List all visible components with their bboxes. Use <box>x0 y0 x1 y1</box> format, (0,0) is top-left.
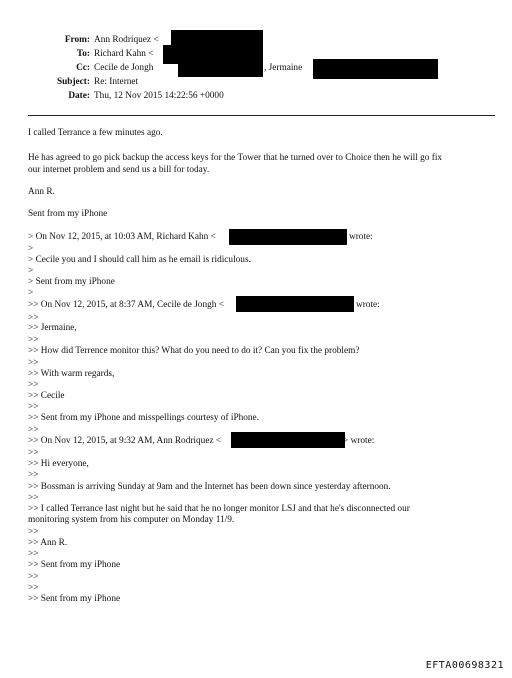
signature: Ann R. <box>28 187 55 197</box>
quote-line: >> <box>28 402 39 412</box>
body-line: He has agreed to go pick backup the access keys for the Tower that he turned over to Choice then he will go fix <box>28 153 443 163</box>
cc-value-2: , Jermaine <box>264 63 303 73</box>
quote-line: >> I called Terrance last night but he said that he no longer monitor LSJ and that he's disconnected our <box>28 504 410 514</box>
quote-line: > <box>28 288 34 298</box>
from-row <box>0 33 159 47</box>
quote-wrote: wrote: <box>349 232 373 242</box>
quote-line: > Cecile you and I should call him as he email is ridiculous. <box>28 255 251 265</box>
to-value: Richard Kahn < <box>94 49 154 59</box>
quote-line: >> How did Terrence monitor this? What do you need to do it? Can you fix the problem? <box>28 346 360 356</box>
signature-device: Sent from my iPhone <box>28 209 108 219</box>
quote-line: >> <box>28 527 39 537</box>
cc-label: Cc: <box>76 63 90 73</box>
quote-wrote: > wrote: <box>343 436 375 446</box>
quote-line: > <box>28 266 34 276</box>
redaction-box <box>229 229 347 245</box>
body-line: our internet problem and send us a bill for today. <box>28 165 210 175</box>
quote-line: >> <box>28 425 39 435</box>
redaction-box <box>313 59 438 79</box>
from-label: From: <box>64 35 90 45</box>
from-value: Ann Rodriquez < <box>94 35 159 45</box>
quote-line: >> <box>28 583 39 593</box>
quote-header: > On Nov 12, 2015, at 10:03 AM, Richard Kahn < <box>28 232 216 242</box>
quote-header: >> On Nov 12, 2015, at 8:37 AM, Cecile de Jongh < <box>28 300 224 310</box>
quote-wrote: wrote: <box>356 300 380 310</box>
quote-line: >> <box>28 549 39 559</box>
to-label: To: <box>76 49 90 59</box>
quote-line: >> Ann R. <box>28 538 68 548</box>
header-divider <box>28 115 495 116</box>
quote-line: >> <box>28 380 39 390</box>
quote-line: >> <box>28 572 39 582</box>
quote-line: >> <box>28 493 39 503</box>
quote-line: >> <box>28 335 39 345</box>
quote-line: >> Bossman is arriving Sunday at 9am and the Internet has been down since yesterday afternoon. <box>28 482 391 492</box>
subject-value: Re: Internet <box>94 77 139 87</box>
quote-line: >> Cecile <box>28 391 65 401</box>
quote-header: >> On Nov 12, 2015, at 9:32 AM, Ann Rodriquez < <box>28 436 222 446</box>
quote-line: >> <box>28 313 39 323</box>
redaction-box <box>231 432 345 448</box>
date-row <box>0 89 224 103</box>
quote-line: >> Sent from my iPhone <box>28 560 121 570</box>
quote-line: >> <box>28 358 39 368</box>
quote-line: >> Jermaine, <box>28 323 77 333</box>
cc-value: Cecile de Jongh <box>94 63 154 73</box>
quote-line: >> Hi everyone, <box>28 459 89 469</box>
subject-label: Subject: <box>56 77 90 87</box>
quote-line: >> Sent from my iPhone and misspellings courtesy of iPhone. <box>28 413 260 423</box>
quote-line: monitoring system from his computer on Monday 11/9. <box>28 515 235 525</box>
to-row <box>0 47 154 61</box>
redaction-box <box>236 296 354 312</box>
subject-row <box>0 75 139 89</box>
quote-line: > <box>28 244 34 254</box>
date-label: Date: <box>68 91 90 101</box>
document-id: EFTA00698321 <box>425 660 504 671</box>
quote-line: > Sent from my iPhone <box>28 277 115 287</box>
quote-line: >> <box>28 448 39 458</box>
cc-row <box>0 61 303 75</box>
quote-line: >> With warm regards, <box>28 369 115 379</box>
quote-line: >> Sent from my iPhone <box>28 594 121 604</box>
body-line: I called Terrance a few minutes ago. <box>28 128 163 138</box>
redaction-box <box>178 59 263 77</box>
date-value: Thu, 12 Nov 2015 14:22:56 +0000 <box>94 91 224 101</box>
quote-line: >> <box>28 470 39 480</box>
